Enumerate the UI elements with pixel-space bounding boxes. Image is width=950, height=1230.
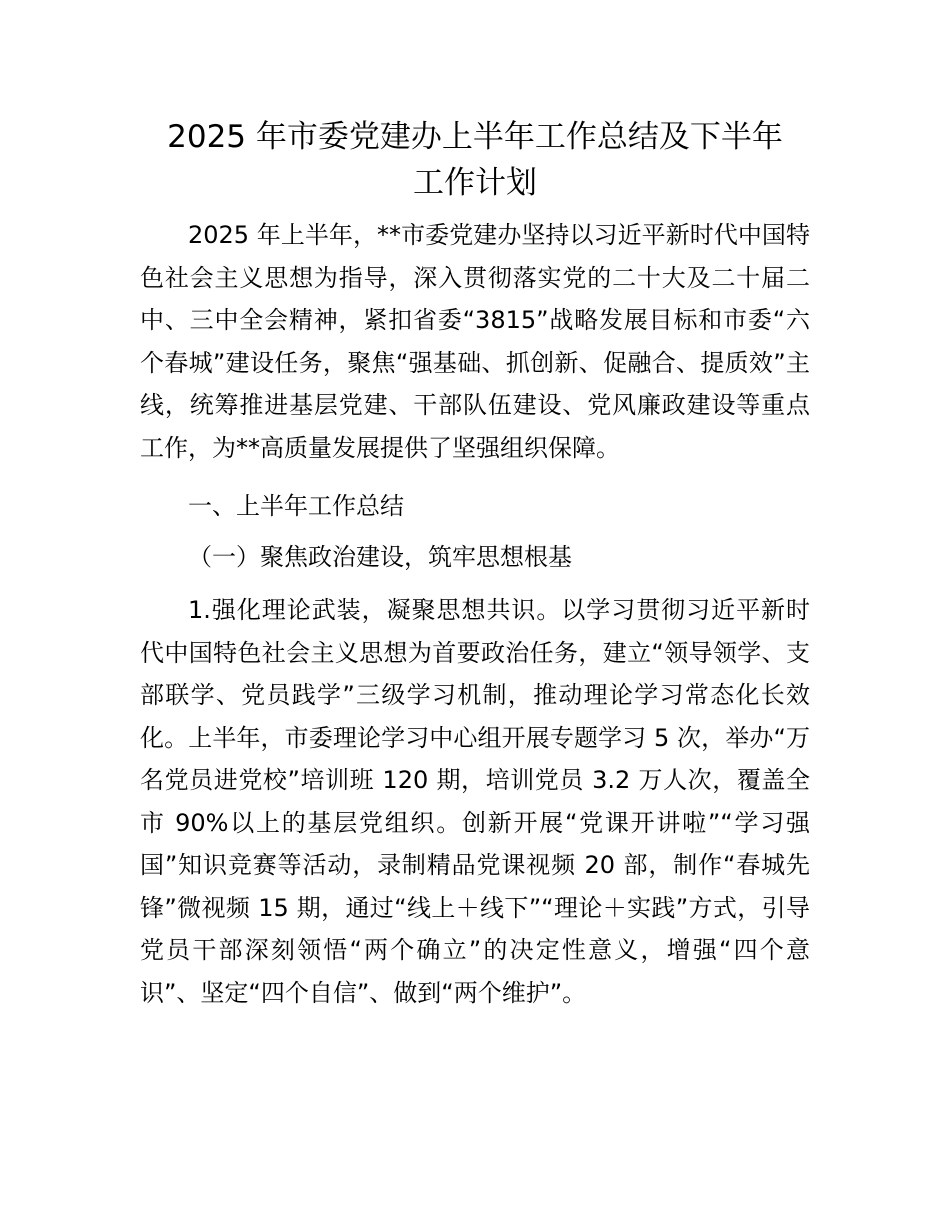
section-heading: 一、上半年工作总结 xyxy=(188,492,404,520)
document-title-line-2: 工作计划 xyxy=(413,165,537,201)
item-paragraph: 1.强化理论武装，凝聚思想共识。以学习贯彻习近平新时代中国特色社会主义思想为首要政治任务，建立“领导领学、支部联学、党员践学”三级学习机制，推动理论学习常态化长效化。上半年，市委理论学习中心组开展专题学习 5 次，举办“万名党员进党校”培训班 120 期，培训党员 3.2 万人次，覆盖全市 90%以上的基层党组织。创新开展“党课开讲啦”“学习强国”知识竞赛等活动，录制精品党课视频 20 部，制作“春城先锋”微视频 15 期，通过“线上＋线下”“理论＋实践”方式，引导党员干部深刻领悟“两个确立”的决定性意义，增强“四个意识”、坚定“四个自信”、做到“两个维护”。 xyxy=(140,596,810,1007)
document-title-line-1: 2025 年市委党建办上半年工作总结及下半年 xyxy=(167,119,783,155)
intro-paragraph: 2025 年上半年，**市委党建办坚持以习近平新时代中国特色社会主义思想为指导，深入贯彻落实党的二十大及二十届二中、三中全会精神，紧扣省委“3815”战略发展目标和市委“六个春城”建设任务，聚焦“强基础、抓创新、促融合、提质效”主线，统筹推进基层党建、干部队伍建设、党风廉政建设等重点工作，为**高质量发展提供了坚强组织保障。 xyxy=(140,221,810,462)
subsection-heading: （一）聚焦政治建设，筑牢思想根基 xyxy=(188,543,572,571)
